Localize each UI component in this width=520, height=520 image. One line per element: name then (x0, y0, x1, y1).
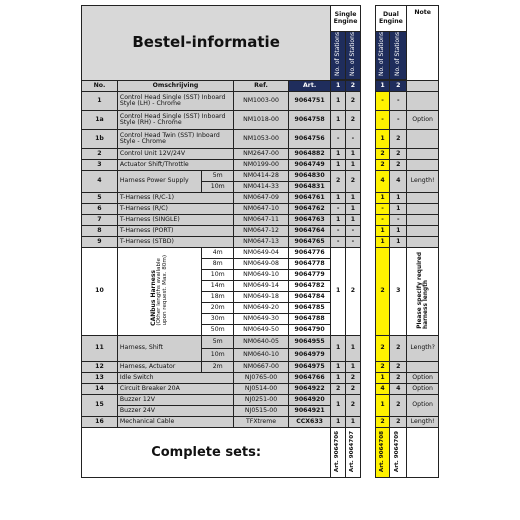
table-row: 1b Control Head Twin (SST) Inboard Style - Chrome NM1053-00 9064756 - - 1 2 (82, 130, 439, 149)
table-row: 6 T-Harness (R/C) NM0647-10 9064762 - 1 - 1 (82, 204, 439, 215)
table-row: 2 Control Unit 12V/24V NM2647-00 9064882 1 1 2 2 (82, 149, 439, 160)
table-row: 11 Harness, Shift 5m NM0640-05 9064955 1 1 2 2 Length? (82, 336, 439, 349)
col-s1: 1 (331, 81, 346, 92)
complete-sets-row: Complete sets: Art. 9064706 Art. 9064707 Art. 9064708 Art. 9064709 (82, 428, 439, 478)
table-row: 7 T-Harness (SINGLE) NM0647-11 9064763 1 1 - - (82, 215, 439, 226)
col-no: No. (82, 81, 118, 92)
canbus-row: 10 CANbus Harness(Other lengths availableupon request. Max. 80m) 4m NM0649-04 9064776 1 2 2 3 Please specify requiredharness length (82, 248, 439, 259)
canbus-no: 10 (82, 248, 118, 336)
canbus-label: CANbus Harness(Other lengths availableupon request. Max. 80m) (117, 248, 201, 336)
stations-label-s2: No. of Stations (346, 32, 361, 80)
table-row: 15 Buzzer 12V NJ0251-00 9064920 1 2 1 2 Option (82, 395, 439, 406)
table-row: 14 Circuit Breaker 20A NJ0514-00 9064922 2 2 4 4 Option (82, 384, 439, 395)
group-dual-engine: Dual Engine (375, 6, 407, 32)
table-row: 1 Control Head Single (SST) Inboard Style (LH) - Chrome NM1003-00 9064751 1 2 - - (82, 92, 439, 111)
table-row: 8 T-Harness (PORT) NM0647-12 9064764 - - 1 1 (82, 226, 439, 237)
table-row: 12 Harness, Actuator 2m NM0667-00 9064975 1 1 2 2 (82, 362, 439, 373)
table-row: 13 Idle Switch NJ0765-00 9064766 1 2 1 2 Option (82, 373, 439, 384)
col-desc: Omschrijving (117, 81, 233, 92)
complete-sets-label: Complete sets: (82, 428, 331, 478)
table-row: 4 Harness Power Supply 5m NM0414-28 9064830 2 2 4 4 Length! (82, 171, 439, 182)
order-info-table: Bestel-informatie Single Engine Dual Engine Note No. of Stations No. of Stations No. of Stations No. of Stations No. Omschrijving Ref. Art. 1 2 1 2 1 Control Head Single (SST) Inboard Style (LH) - Chrome NM1003-00 9064751 1 2 - - 1a Control Head Single (SST) Inboard Style (RH) - Chrome NM1018-00 9064758 1 2 - - Option 1b Control Head Twin (SST) Inboard Style - Chrome NM1053-00 9064756 - - 1 2 2 Control Unit 12V/24V NM2647-00 9064882 1 1 2 2 3 Actuator Shift/Throttle NM0199-00 9064749 1 1 2 2 4 Harness Power Supply 5m NM0414-28 9064830 2 2 4 4 Length! 10m NM0414-33 9064831 5 T-Harness (R/C-1) NM0647-09 9064761 1 1 1 1 6 T-Harness (R/C) NM0647-10 9064762 - 1 - 1 7 T-Harness (SINGLE) NM0647-11 9064763 1 1 - - 8 T-Harness (PORT) NM0647-12 9064764 - - 1 1 9 T-Harness (STBD) NM0647-13 9064765 - - 1 1 10 CANbus Harness(Other lengths availableupon request. Max. 80m) 4m NM0649-04 9064776 1 2 2 3 Please specify requiredharness length 8m NM0649-08 9064778 10m NM0649-10 9064779 14m NM0649-14 9064782 18m NM0649-18 9064784 20m NM0649-20 9064785 30m NM0649-30 9064788 50m NM0649-50 9064790 11 Harness, Shift 5m NM0640-05 9064955 1 1 2 2 Length? 10m NM0640-10 9064979 12 Harness, Actuator 2m NM0667-00 9064975 1 1 2 2 13 Idle Switch NJ0765-00 9064766 1 2 1 2 Option 14 Circuit Breaker 20A NJ0514-00 9064922 2 2 4 4 Option 15 Buzzer 12V NJ0251-00 9064920 1 2 1 2 Option Buzzer 24V NJ0515-00 9064921 16 Mechanical Cable TFXtreme CCX633 1 1 2 2 Length! Complete sets: Art. 9064706 Art. 9064707 Art. 9064708 Art. 9064709 (81, 5, 439, 478)
canbus-note: Please specify requiredharness length (407, 248, 439, 336)
spacer (360, 6, 375, 32)
table-row: 16 Mechanical Cable TFXtreme CCX633 1 1 2 2 Length! (82, 417, 439, 428)
col-s2: 2 (346, 81, 361, 92)
col-d1: 1 (375, 81, 390, 92)
stations-label-d2: No. of Stations (390, 32, 407, 80)
table-row: 9 T-Harness (STBD) NM0647-13 9064765 - - 1 1 (82, 237, 439, 248)
col-note (407, 81, 439, 92)
col-ref: Ref. (234, 81, 289, 92)
page-title: Bestel-informatie (82, 6, 331, 81)
stations-label-s1: No. of Stations (331, 32, 346, 80)
col-d2: 2 (390, 81, 407, 92)
group-note: Note (407, 6, 439, 81)
table-row: 3 Actuator Shift/Throttle NM0199-00 9064749 1 1 2 2 (82, 160, 439, 171)
col-art: Art. (288, 81, 330, 92)
table-row: 1a Control Head Single (SST) Inboard Style (RH) - Chrome NM1018-00 9064758 1 2 - - Option (82, 111, 439, 130)
stations-label-d1: No. of Stations (375, 32, 390, 80)
table-row: 5 T-Harness (R/C-1) NM0647-09 9064761 1 1 1 1 (82, 193, 439, 204)
group-single-engine: Single Engine (331, 6, 361, 32)
